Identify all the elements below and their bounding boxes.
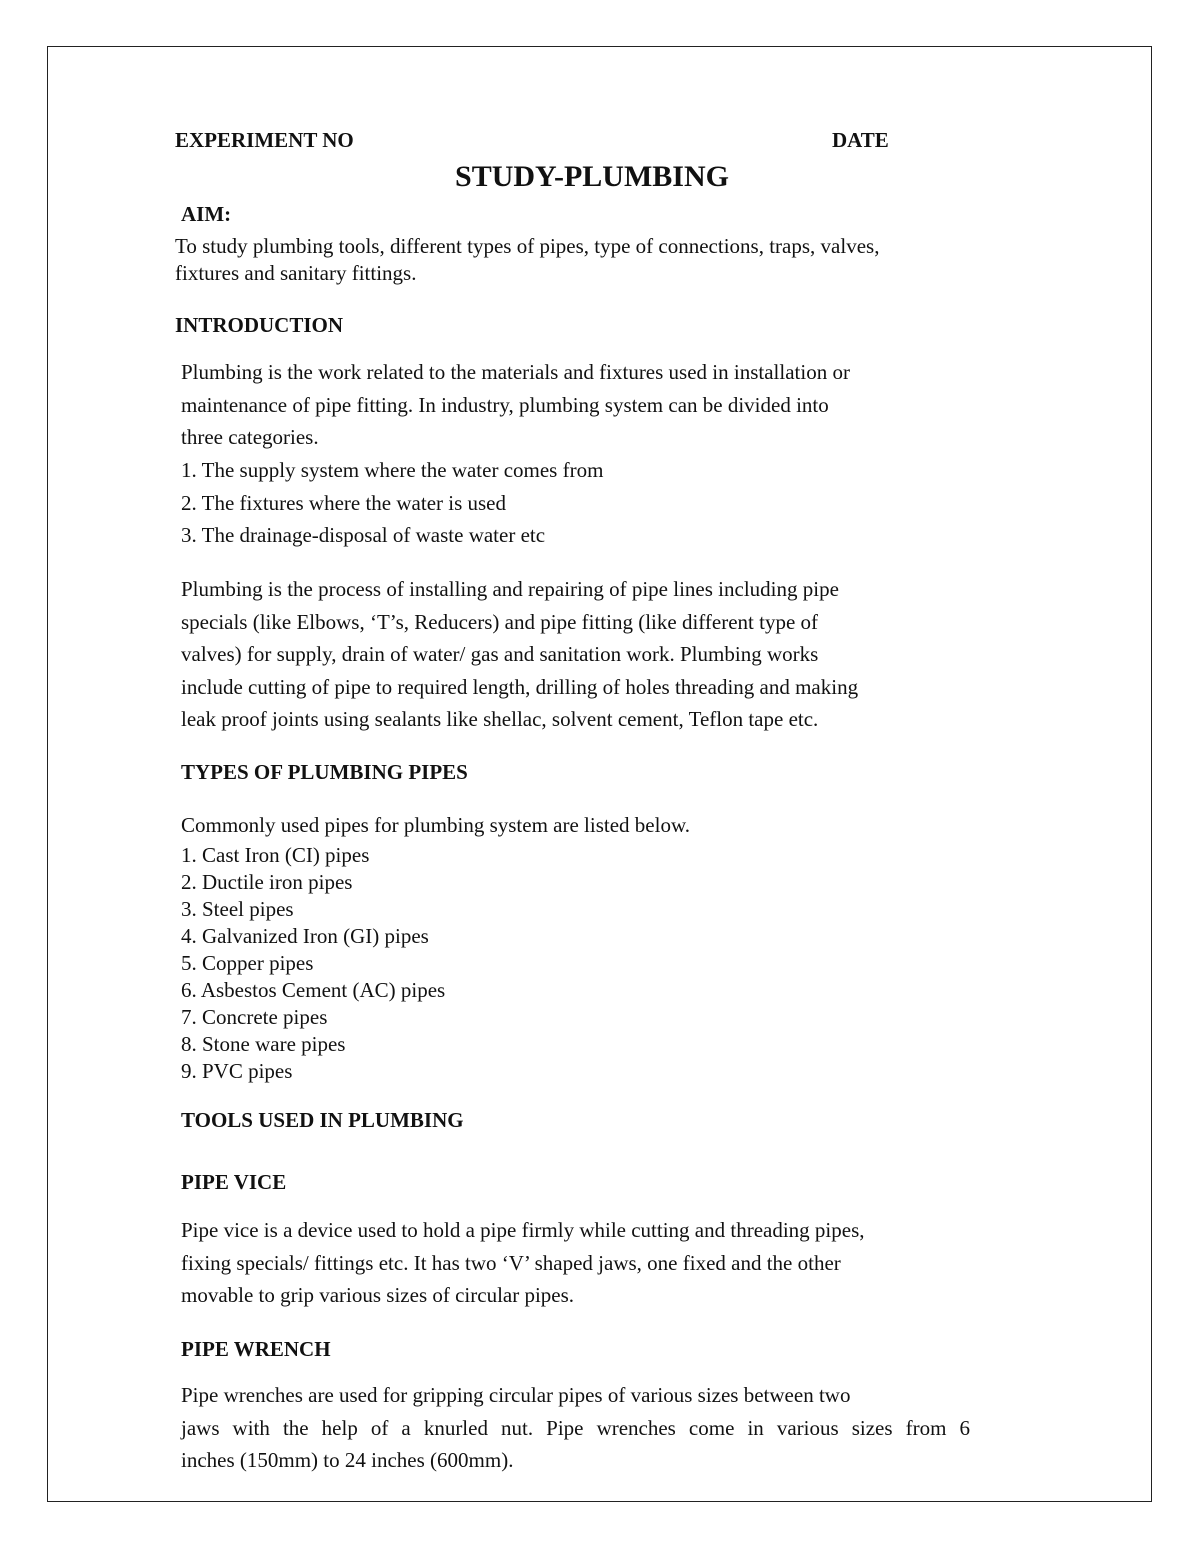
introduction-paragraph-2 [181, 573, 976, 736]
aim-line-2: fixtures and sanitary fittings. [175, 261, 417, 285]
intro-p2-line-1: Plumbing is the process of installing and repairing of pipe lines including pipe [181, 577, 839, 601]
pipe-wrench-line-2: jaws with the help of a knurled nut. Pipe wrenches come in various sizes from 6 [181, 1415, 970, 1440]
pipe-wrench-heading: PIPE WRENCH [181, 1337, 331, 1361]
list-item: 3. Steel pipes [181, 897, 294, 921]
pipe-types-heading: TYPES OF PLUMBING PIPES [181, 760, 468, 784]
intro-p2-line-4: include cutting of pipe to required length, drilling of holes threading and making [181, 674, 859, 699]
intro-p1-line-1: Plumbing is the work related to the materials and fixtures used in installation or [181, 360, 850, 384]
categories-list [181, 454, 603, 552]
date-label: DATE [832, 128, 889, 152]
pipe-wrench-line-1: Pipe wrenches are used for gripping circular pipes of various sizes between two [181, 1383, 851, 1407]
list-item: 1. The supply system where the water comes from [181, 458, 604, 482]
pipe-wrench-line-3: inches (150mm) to 24 inches (600mm). [181, 1448, 514, 1472]
list-item: 7. Concrete pipes [181, 1005, 328, 1029]
intro-p2-line-5: leak proof joints using sealants like shellac, solvent cement, Teflon tape etc. [181, 707, 819, 731]
list-item: 6. Asbestos Cement (AC) pipes [181, 978, 446, 1002]
tools-heading: TOOLS USED IN PLUMBING [181, 1108, 464, 1132]
pipe-vice-paragraph [181, 1214, 997, 1312]
list-item: 1. Cast Iron (CI) pipes [181, 843, 370, 867]
intro-p2-line-3: valves) for supply, drain of water/ gas and sanitation work. Plumbing works [181, 642, 819, 666]
intro-p1-line-3: three categories. [181, 425, 319, 449]
pipe-vice-line-1: Pipe vice is a device used to hold a pipe firmly while cutting and threading pipes, [181, 1218, 865, 1242]
list-item: 3. The drainage-disposal of waste water etc [181, 523, 546, 547]
introduction-heading: INTRODUCTION [175, 313, 344, 337]
aim-line-1: To study plumbing tools, different types of pipes, type of connections, traps, valves, [175, 234, 880, 258]
pipe-wrench-paragraph [181, 1379, 970, 1477]
introduction-paragraph-1 [181, 356, 976, 454]
experiment-no-label: EXPERIMENT NO [175, 128, 354, 152]
list-item: 2. The fixtures where the water is used [181, 490, 507, 515]
pipe-vice-heading: PIPE VICE [181, 1170, 287, 1194]
list-item: 2. Ductile iron pipes [181, 870, 353, 894]
list-item: 8. Stone ware pipes [181, 1032, 346, 1056]
page-title: STUDY-PLUMBING [455, 160, 729, 193]
list-item: 4. Galvanized Iron (GI) pipes [181, 924, 429, 948]
pipe-vice-line-2: fixing specials/ fittings etc. It has two ‘V’ shaped jaws, one fixed and the other [181, 1250, 841, 1275]
intro-p1-line-2: maintenance of pipe fitting. In industry, plumbing system can be divided into [181, 392, 829, 417]
pipe-types-list [181, 842, 445, 1085]
intro-p2-line-2: specials (like Elbows, ‘T’s, Reducers) and pipe fitting (like different type of [181, 609, 819, 634]
list-item: 9. PVC pipes [181, 1059, 293, 1083]
aim-text [175, 233, 1013, 287]
pipe-types-intro: Commonly used pipes for plumbing system are listed below. [181, 813, 690, 837]
list-item: 5. Copper pipes [181, 951, 314, 975]
pipe-vice-line-3: movable to grip various sizes of circular pipes. [181, 1283, 575, 1307]
aim-heading: AIM: [181, 202, 232, 226]
